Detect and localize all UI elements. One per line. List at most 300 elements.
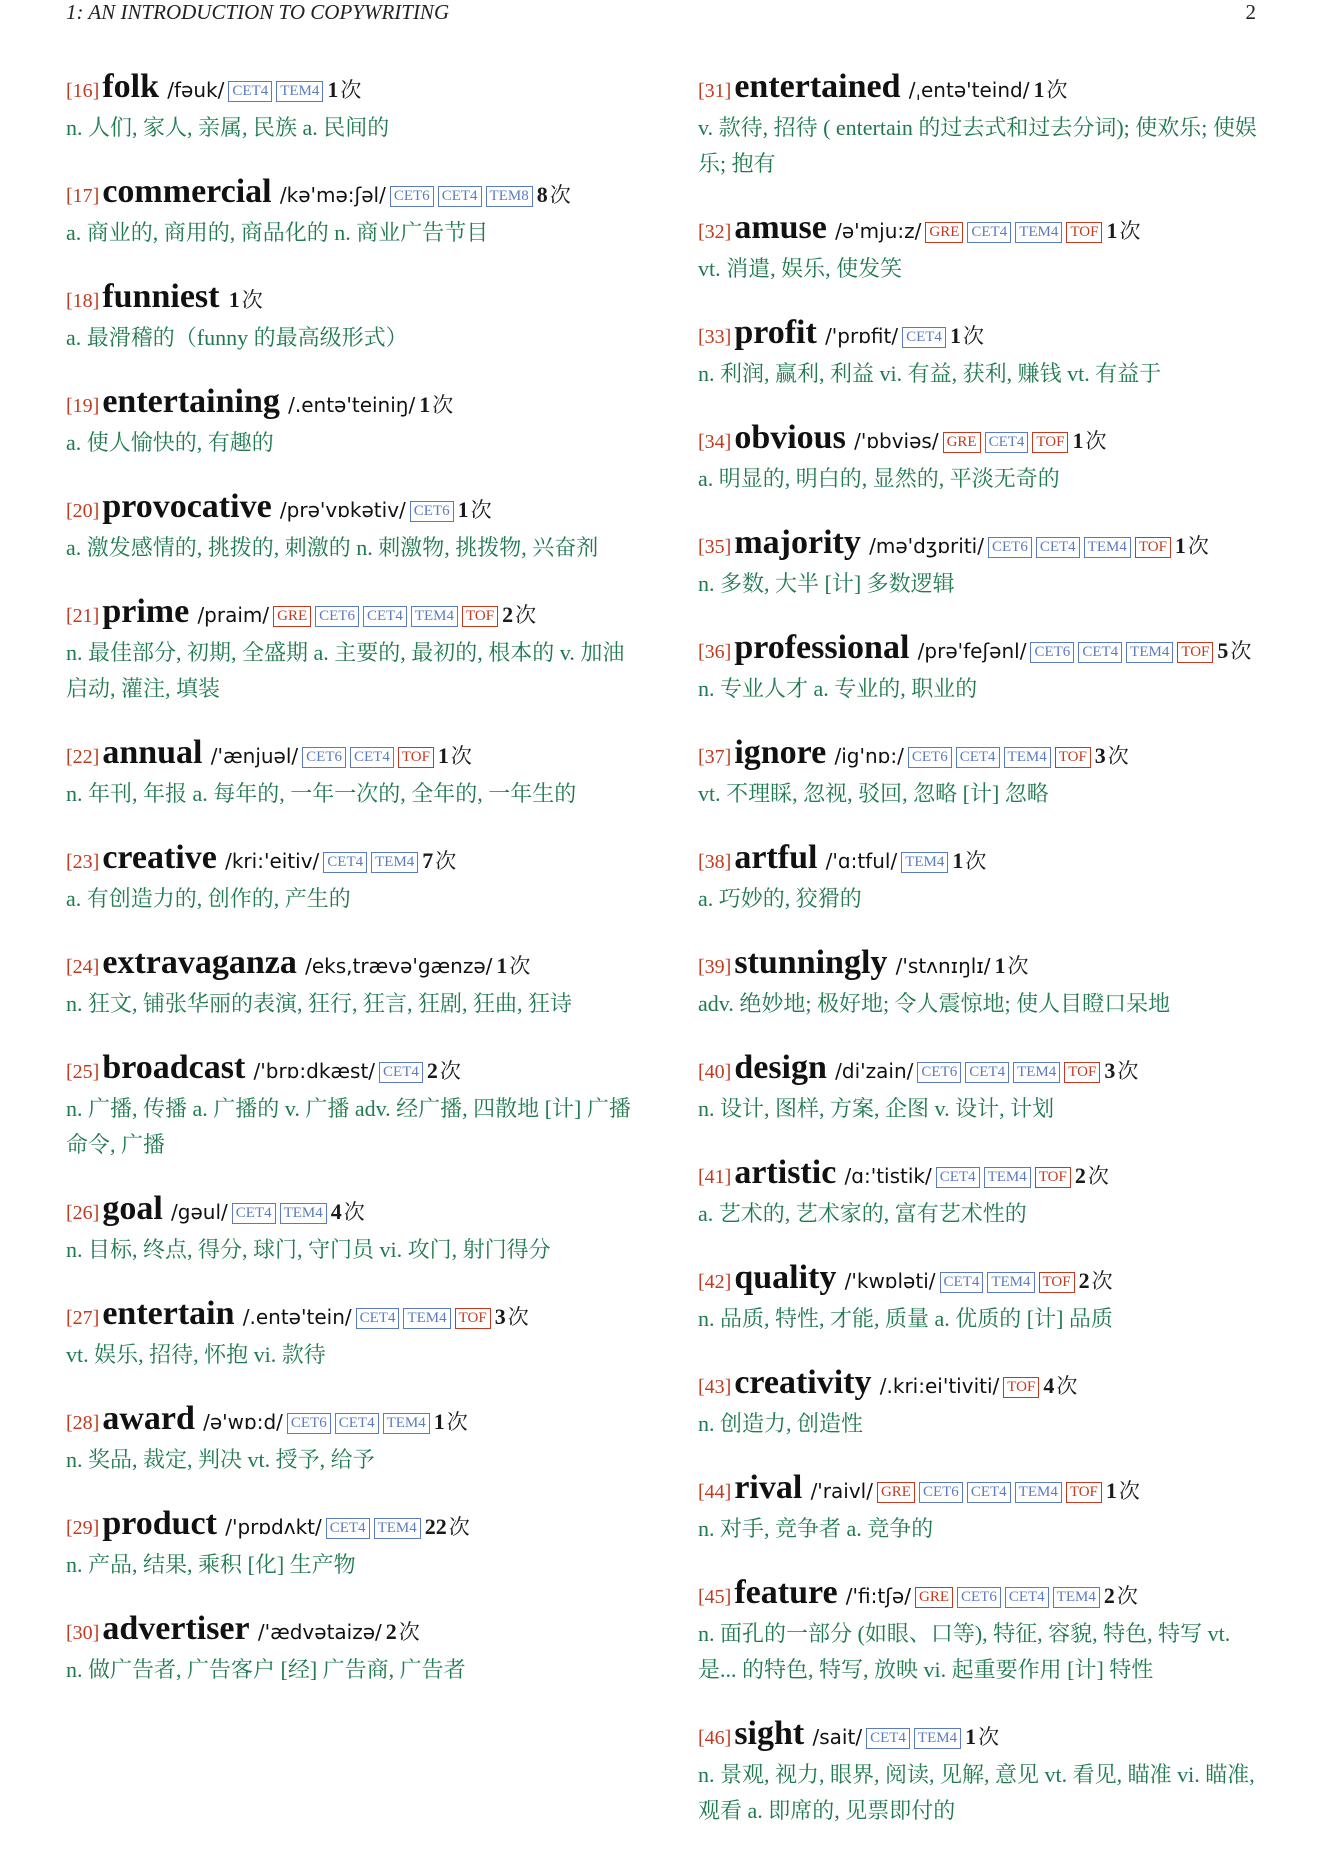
definition: n. 产品, 结果, 乘积 [化] 生产物 [66,1552,356,1577]
exam-tag: TEM4 [1004,747,1051,768]
pronunciation: /kə'mə:ʃəl/ [279,183,386,207]
vocab-entry [66,1400,636,1478]
exam-tag: GRE [273,606,311,627]
vocab-entry [66,1295,636,1373]
entry-headline [698,734,1268,776]
occurrence-count: 3 [494,1304,506,1329]
definition: a. 商业的, 商用的, 商品化的 n. 商业广告节目 [66,220,489,245]
occurrence-unit: 次 [1046,78,1068,102]
entry-headline [698,314,1268,356]
pronunciation: /di'zain/ [835,1059,914,1083]
headword: ignore [734,734,827,771]
exam-tag: CET6 [1030,642,1074,663]
entry-headline [698,1364,1268,1406]
definition: n. 利润, 赢利, 利益 vi. 有益, 获利, 赚钱 vt. 有益于 [698,361,1162,386]
headword: quality [734,1259,837,1296]
vocab-entry [698,944,1268,1022]
entry-headline [698,209,1268,251]
occurrence-unit: 次 [507,1305,529,1329]
entry-headline [66,68,636,110]
exam-tag: CET4 [356,1308,400,1329]
occurrence-count: 1 [419,392,431,417]
entry-headline [698,1259,1268,1301]
pronunciation: /'raivl/ [810,1479,873,1503]
chapter-title: 1: AN INTRODUCTION TO COPYWRITING [66,0,450,24]
exam-tag: CET6 [988,537,1032,558]
exam-tag: TOF [1032,432,1068,453]
entry-headline [66,734,636,776]
entry-number: [32] [698,221,732,243]
entry-number: [26] [66,1202,100,1224]
definition: n. 狂文, 铺张华丽的表演, 狂行, 狂言, 狂剧, 狂曲, 狂诗 [66,991,573,1016]
exam-tag: CET4 [967,222,1011,243]
entry-number: [35] [698,536,732,558]
entry-headline [66,1505,636,1547]
pronunciation: /praim/ [197,603,270,627]
pronunciation: /ə'mju:z/ [835,219,922,243]
headword: product [102,1505,217,1542]
occurrence-unit: 次 [1230,639,1252,663]
exam-tag: CET4 [350,747,394,768]
exam-tag: CET4 [936,1167,980,1188]
occurrence-unit: 次 [965,849,987,873]
entry-headline [698,629,1268,671]
exam-tag: TOF [462,606,498,627]
entry-number: [34] [698,431,732,453]
definition: n. 最佳部分, 初期, 全盛期 a. 主要的, 最初的, 根本的 v. 加油启动, 灌注, 填装 [66,640,625,701]
headword: design [734,1049,827,1086]
exam-tag: TEM4 [901,852,948,873]
exam-tag: CET4 [1036,537,1080,558]
pronunciation: /.entə'teiniŋ/ [288,393,416,417]
pronunciation: /.entə'tein/ [242,1305,352,1329]
entry-number: [29] [66,1517,100,1539]
exam-tag: CET4 [965,1062,1009,1083]
headword: stunningly [734,944,888,981]
exam-tag: TOF [1039,1272,1075,1293]
exam-tag: TEM4 [1084,537,1131,558]
exam-tag: CET6 [287,1413,331,1434]
vocab-entry [66,383,636,461]
pronunciation: /ɑ:'tistik/ [844,1164,932,1188]
exam-tag: TEM4 [987,1272,1034,1293]
left-column [66,68,636,1715]
exam-tag: TEM4 [1053,1587,1100,1608]
exam-tag: TEM4 [383,1413,430,1434]
entry-headline [66,383,636,425]
pronunciation: /ˌentə'teind/ [908,78,1030,102]
exam-tag: CET4 [940,1272,984,1293]
entry-headline [698,839,1268,881]
vocab-entry [698,839,1268,917]
vocab-entry [66,839,636,917]
pronunciation: /.kri:ei'tiviti/ [879,1374,1000,1398]
exam-tag: CET4 [956,747,1000,768]
definition: a. 明显的, 明白的, 显然的, 平淡无奇的 [698,466,1060,491]
entry-number: [38] [698,851,732,873]
vocab-entry [698,1469,1268,1547]
exam-tag: CET4 [363,606,407,627]
entry-number: [44] [698,1481,732,1503]
occurrence-count: 1 [327,77,339,102]
occurrence-count: 4 [1043,1373,1055,1398]
definition: n. 年刊, 年报 a. 每年的, 一年一次的, 全年的, 一年生的 [66,781,577,806]
pronunciation: /'fi:tʃə/ [845,1584,911,1608]
headword: obvious [734,419,846,456]
vocab-entry [66,1505,636,1583]
occurrence-count: 2 [426,1058,438,1083]
right-column [698,68,1268,1856]
pronunciation: /'stʌnɪŋlɪ/ [895,954,991,978]
headword: rival [734,1469,803,1506]
occurrence-count: 4 [330,1199,342,1224]
occurrence-unit: 次 [549,183,571,207]
entry-number: [18] [66,290,100,312]
entry-number: [33] [698,326,732,348]
pronunciation: /'ɒbviəs/ [854,429,939,453]
definition: vt. 消遣, 娱乐, 使发笑 [698,256,903,281]
entry-number: [28] [66,1412,100,1434]
entry-number: [36] [698,641,732,663]
entry-number: [27] [66,1307,100,1329]
exam-tag: CET4 [985,432,1029,453]
occurrence-unit: 次 [1187,534,1209,558]
definition: n. 景观, 视力, 眼界, 阅读, 见解, 意见 vt. 看见, 瞄准 vi. 瞄准, 观看 a. 即席的, 见票即付的 [698,1762,1255,1823]
vocab-entry [66,1610,636,1688]
headword: provocative [102,488,272,525]
occurrence-count: 1 [228,287,240,312]
exam-tag: CET4 [228,81,272,102]
occurrence-unit: 次 [1007,954,1029,978]
occurrence-unit: 次 [435,849,457,873]
entry-headline [66,488,636,530]
headword: broadcast [102,1049,246,1086]
exam-tag: TEM4 [1015,1482,1062,1503]
exam-tag: TEM4 [984,1167,1031,1188]
entry-headline [698,1049,1268,1091]
exam-tag: TEM4 [276,81,323,102]
exam-tag: CET6 [390,186,434,207]
pronunciation: /eks,trævə'gænzə/ [305,954,493,978]
occurrence-unit: 次 [439,1059,461,1083]
headword: commercial [102,173,272,210]
pronunciation: /'kwɒləti/ [844,1269,936,1293]
definition: adv. 绝妙地; 极好地; 令人震惊地; 使人目瞪口呆地 [698,991,1171,1016]
occurrence-count: 7 [422,848,434,873]
definition: n. 专业人才 a. 专业的, 职业的 [698,676,978,701]
headword: award [102,1400,195,1437]
exam-tag: CET4 [438,186,482,207]
pronunciation: /'prɒfit/ [825,324,899,348]
definition: n. 品质, 特性, 才能, 质量 a. 优质的 [计] 品质 [698,1306,1113,1331]
exam-tag: TEM4 [411,606,458,627]
headword: artful [734,839,818,876]
entry-number: [30] [66,1622,100,1644]
occurrence-unit: 次 [1107,744,1129,768]
exam-tag: CET6 [917,1062,961,1083]
definition: n. 奖品, 裁定, 判决 vt. 授予, 给予 [66,1447,375,1472]
headword: prime [102,593,190,630]
occurrence-count: 1 [496,953,508,978]
exam-tag: GRE [943,432,981,453]
definition: a. 最滑稽的（funny 的最高级形式） [66,325,408,350]
exam-tag: CET6 [302,747,346,768]
occurrence-unit: 次 [446,1410,468,1434]
headword: creative [102,839,217,876]
exam-tag: CET4 [1078,642,1122,663]
exam-tag: TEM4 [1013,1062,1060,1083]
occurrence-unit: 次 [340,78,362,102]
entry-number: [17] [66,185,100,207]
definition: vt. 娱乐, 招待, 怀抱 vi. 款待 [66,1342,326,1367]
entry-number: [31] [698,80,732,102]
vocab-entry [698,1259,1268,1337]
definition: n. 创造力, 创造性 [698,1411,864,1436]
exam-tag: TOF [398,747,434,768]
vocab-entry [698,1574,1268,1688]
occurrence-count: 1 [949,323,961,348]
occurrence-unit: 次 [509,954,531,978]
occurrence-unit: 次 [470,498,492,522]
occurrence-count: 1 [952,848,964,873]
headword: entertaining [102,383,280,420]
occurrence-count: 2 [385,1619,397,1644]
vocab-entry [698,1364,1268,1442]
definition: n. 面孔的一部分 (如眼、口等), 特征, 容貌, 特色, 特写 vt. 是... 的特色, 特写, 放映 vi. 起重要作用 [计] 特性 [698,1621,1231,1682]
page-header [66,0,1256,26]
vocab-entry [66,68,636,146]
pronunciation: /'ænjuəl/ [210,744,299,768]
occurrence-count: 3 [1094,743,1106,768]
entry-headline [698,419,1268,461]
exam-tag: CET4 [379,1062,423,1083]
exam-tag: CET6 [957,1587,1001,1608]
definition: n. 广播, 传播 a. 广播的 v. 广播 adv. 经广播, 四散地 [计] 广播命令, 广播 [66,1096,631,1157]
entry-number: [37] [698,746,732,768]
vocab-entry [66,278,636,356]
entry-number: [41] [698,1166,732,1188]
vocab-entry [698,734,1268,812]
occurrence-count: 1 [1106,218,1118,243]
exam-tag: TEM4 [280,1203,327,1224]
headword: entertained [734,68,901,105]
exam-tag: TEM4 [1015,222,1062,243]
pronunciation: /prə'vɒkətiv/ [279,498,406,522]
vocab-entry [66,734,636,812]
exam-tag: CET6 [410,501,454,522]
exam-tag: TOF [1003,1377,1039,1398]
exam-tag: TEM4 [374,1518,421,1539]
entry-headline [698,1715,1268,1757]
occurrence-count: 2 [502,602,514,627]
definition: n. 设计, 图样, 方案, 企图 v. 设计, 计划 [698,1096,1055,1121]
occurrence-unit: 次 [450,744,472,768]
occurrence-unit: 次 [1087,1164,1109,1188]
exam-tag: TEM4 [914,1728,961,1749]
occurrence-unit: 次 [1119,219,1141,243]
headword: folk [102,68,160,105]
entry-number: [20] [66,500,100,522]
definition: a. 使人愉快的, 有趣的 [66,430,274,455]
occurrence-unit: 次 [1116,1584,1138,1608]
occurrence-count: 1 [433,1409,445,1434]
entry-number: [45] [698,1586,732,1608]
vocab-entry [698,1715,1268,1829]
entry-headline [66,1610,636,1652]
occurrence-count: 1 [1174,533,1186,558]
entry-number: [22] [66,746,100,768]
definition: n. 对手, 竞争者 a. 竞争的 [698,1516,934,1541]
occurrence-count: 1 [1072,428,1084,453]
entry-headline [66,278,636,320]
exam-tag: TOF [1066,222,1102,243]
headword: extravaganza [102,944,297,981]
entry-headline [66,593,636,635]
exam-tag: CET4 [326,1518,370,1539]
pronunciation: /'prɒdʌkt/ [225,1515,322,1539]
headword: funniest [102,278,220,315]
occurrence-count: 2 [1103,1583,1115,1608]
exam-tag: GRE [925,222,963,243]
entry-number: [40] [698,1061,732,1083]
exam-tag: CET6 [908,747,952,768]
occurrence-count: 5 [1217,638,1229,663]
headword: artistic [734,1154,837,1191]
occurrence-count: 1 [437,743,449,768]
exam-tag: TOF [1035,1167,1071,1188]
entry-headline [66,1295,636,1337]
occurrence-count: 1 [457,497,469,522]
headword: majority [734,524,861,561]
exam-tag: CET4 [1005,1587,1049,1608]
exam-tag: TOF [1177,642,1213,663]
page-number: 2 [1245,0,1256,24]
occurrence-count: 8 [536,182,548,207]
exam-tag: TOF [455,1308,491,1329]
entry-number: [21] [66,605,100,627]
headword: creativity [734,1364,872,1401]
entry-headline [698,68,1268,110]
definition: n. 多数, 大半 [计] 多数逻辑 [698,571,955,596]
occurrence-unit: 次 [432,393,454,417]
exam-tag: CET4 [866,1728,910,1749]
entry-headline [66,839,636,881]
entry-number: [39] [698,956,732,978]
occurrence-unit: 次 [1091,1269,1113,1293]
vocab-entry [698,314,1268,392]
entry-headline [698,1574,1268,1616]
exam-tag: CET4 [232,1203,276,1224]
vocab-entry [698,629,1268,707]
exam-tag: TOF [1066,1482,1102,1503]
exam-tag: GRE [915,1587,953,1608]
vocab-entry [66,1049,636,1163]
occurrence-unit: 次 [448,1515,470,1539]
vocab-entry [698,524,1268,602]
vocab-entry [698,1049,1268,1127]
entry-number: [25] [66,1061,100,1083]
entry-number: [23] [66,851,100,873]
occurrence-count: 1 [1033,77,1045,102]
occurrence-count: 2 [1074,1163,1086,1188]
exam-tag: TOF [1064,1062,1100,1083]
exam-tag: CET4 [967,1482,1011,1503]
exam-tag: CET6 [315,606,359,627]
pronunciation: /sait/ [812,1725,863,1749]
vocab-entry [698,68,1268,182]
entry-headline [66,1049,636,1091]
occurrence-count: 2 [1078,1268,1090,1293]
definition: vt. 不理睬, 忽视, 驳回, 忽略 [计] 忽略 [698,781,1049,806]
occurrence-unit: 次 [343,1200,365,1224]
definition: a. 艺术的, 艺术家的, 富有艺术性的 [698,1201,1027,1226]
exam-tag: CET4 [335,1413,379,1434]
occurrence-count: 3 [1104,1058,1116,1083]
definition: n. 目标, 终点, 得分, 球门, 守门员 vi. 攻门, 射门得分 [66,1237,551,1262]
entry-headline [66,1400,636,1442]
occurrence-unit: 次 [1056,1374,1078,1398]
headword: amuse [734,209,827,246]
vocab-entry [66,488,636,566]
pronunciation: /fəuk/ [167,78,225,102]
vocab-entry [66,1190,636,1268]
exam-tag: TOF [1135,537,1171,558]
headword: sight [734,1715,805,1752]
definition: n. 人们, 家人, 亲属, 民族 a. 民间的 [66,115,390,140]
exam-tag: TEM4 [403,1308,450,1329]
occurrence-unit: 次 [978,1725,1000,1749]
entry-headline [698,1154,1268,1196]
headword: advertiser [102,1610,250,1647]
exam-tag: CET4 [323,852,367,873]
definition: n. 做广告者, 广告客户 [经] 广告商, 广告者 [66,1657,466,1682]
headword: feature [734,1574,838,1611]
occurrence-count: 1 [994,953,1006,978]
pronunciation: /gəul/ [171,1200,228,1224]
pronunciation: /ig'nɒ:/ [834,744,904,768]
headword: profit [734,314,817,351]
definition: a. 激发感情的, 挑拨的, 刺激的 n. 刺激物, 挑拨物, 兴奋剂 [66,535,599,560]
exam-tag: CET4 [902,327,946,348]
vocab-entry [698,1154,1268,1232]
entry-headline [66,173,636,215]
entry-headline [698,1469,1268,1511]
occurrence-count: 1 [965,1724,977,1749]
pronunciation: /mə'dʒɒriti/ [869,534,984,558]
definition: a. 有创造力的, 创作的, 产生的 [66,886,351,911]
headword: annual [102,734,203,771]
entry-headline [698,944,1268,986]
entry-headline [66,1190,636,1232]
headword: entertain [102,1295,235,1332]
occurrence-unit: 次 [962,324,984,348]
exam-tag: TEM4 [371,852,418,873]
entry-number: [46] [698,1727,732,1749]
occurrence-unit: 次 [1117,1059,1139,1083]
exam-tag: TOF [1055,747,1091,768]
occurrence-unit: 次 [398,1620,420,1644]
headword: goal [102,1190,163,1227]
entry-number: [43] [698,1376,732,1398]
exam-tag: CET6 [919,1482,963,1503]
occurrence-unit: 次 [515,603,537,627]
pronunciation: /kri:'eitiv/ [225,849,320,873]
entry-number: [16] [66,80,100,102]
pronunciation: /prə'feʃənl/ [917,639,1027,663]
exam-tag: TEM4 [1126,642,1173,663]
entry-number: [19] [66,395,100,417]
vocab-entry [66,944,636,1022]
